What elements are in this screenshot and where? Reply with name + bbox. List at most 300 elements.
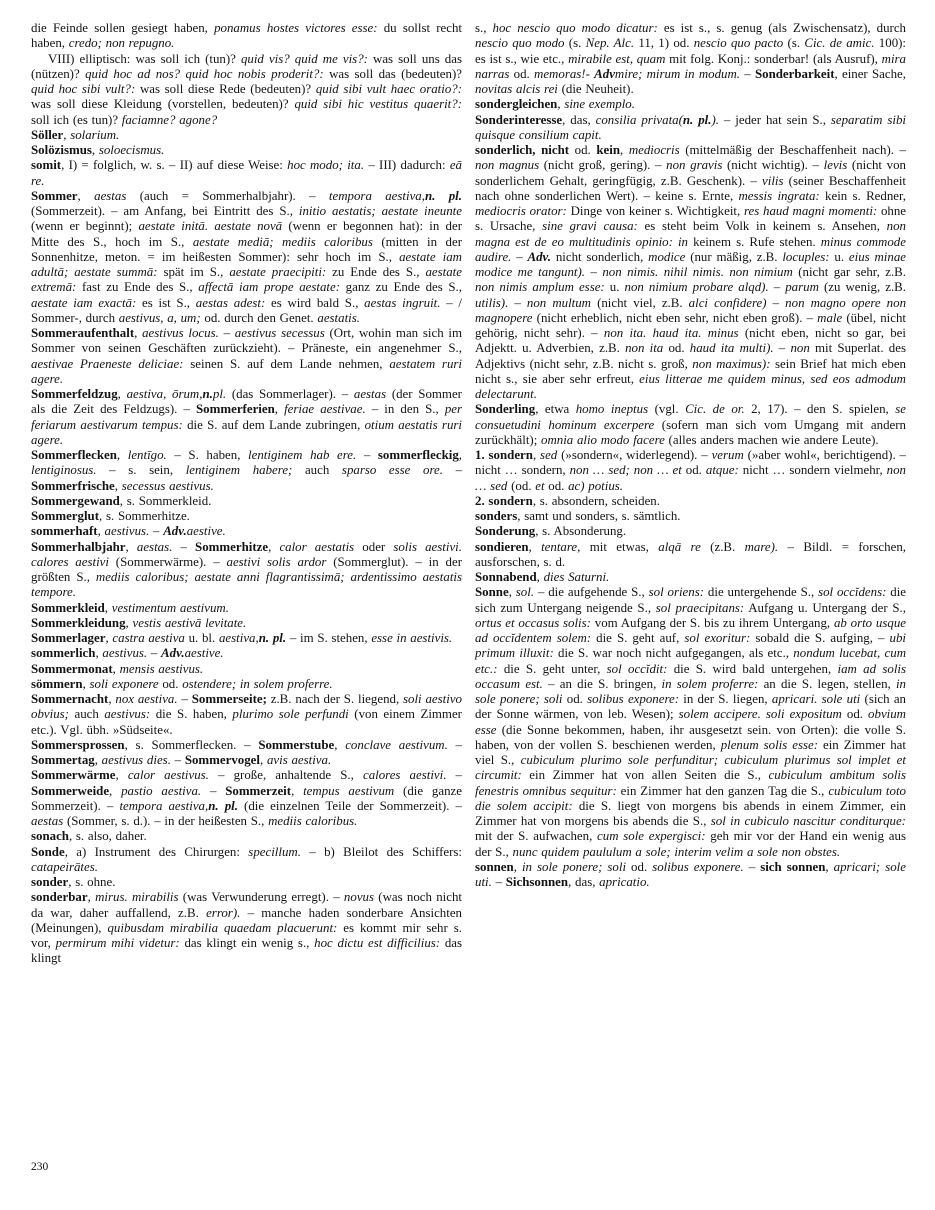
text-segment: secessus aestivus. [121, 478, 214, 493]
text-segment: od. [562, 692, 588, 706]
text-segment: calor aestatis [279, 539, 355, 554]
text-segment: Sommervogel [184, 753, 260, 767]
text-segment: , [532, 448, 541, 462]
text-segment: sonderlich, nicht [475, 143, 570, 157]
text-segment: , samt und sonders, s. sämtlich. [517, 509, 681, 523]
text-segment: z.B. nach der S. liegend, [266, 692, 404, 706]
text-segment: (mittelmäßig der Beschaffenheit nach). – [679, 143, 906, 157]
dictionary-entry [31, 326, 462, 387]
text-segment: ein Zimmer hat viel S., [475, 737, 906, 767]
text-segment: Sommertag [31, 753, 95, 767]
dictionary-entry [475, 402, 906, 448]
text-segment: , s. absondern, scheiden. [532, 493, 660, 508]
text-segment: haud ita multi). [689, 341, 774, 356]
text-segment: – im S. stehen, [286, 631, 372, 645]
text-segment: , [528, 539, 542, 554]
text-segment: aestate extremā: [31, 265, 462, 295]
text-segment: , das, [562, 112, 596, 127]
text-segment: Sommerwärme [31, 768, 116, 783]
text-segment: Sommerglut [31, 509, 100, 523]
text-segment: quid sibi hic vestitus quaerit?: [294, 97, 462, 112]
text-segment: (wenn er begonnen hat): in der Mitte des S., hoch im S., [31, 219, 463, 249]
text-segment: ponamus hostes victores esse: [214, 21, 378, 35]
text-segment: lentiginosus. [31, 463, 97, 478]
text-segment: tempora aestiva, [328, 188, 425, 203]
text-segment: locuples: [782, 249, 830, 264]
text-segment: , [112, 661, 120, 676]
text-segment: , [114, 478, 122, 493]
dictionary-entry [31, 143, 462, 158]
text-segment: quid hoc sibi vult?: [31, 82, 136, 96]
text-segment: sonder [31, 875, 69, 889]
text-segment: hoc dictu est difficilius: [314, 936, 441, 950]
text-segment: in sole ponere; soli [521, 859, 627, 874]
text-segment: (Sommerzeit). – am Anfang, bei Eintritt des S., [31, 204, 299, 218]
text-segment: sömmern [31, 676, 83, 691]
text-segment: nox aestiva. [115, 692, 178, 706]
text-segment: , [508, 585, 516, 600]
text-segment: – [768, 280, 786, 295]
text-segment: aestate praecipiti: [229, 265, 327, 279]
text-segment: – [508, 295, 527, 310]
text-segment: sonnen [475, 859, 514, 874]
text-segment: od. [158, 676, 183, 691]
text-segment: non nimis amplum esse: [475, 280, 605, 295]
text-segment: die S. auf dem Lande zubringen, [182, 417, 365, 432]
text-segment: Sommernacht [31, 692, 109, 706]
text-segment: ganz zu Ende des S., [340, 280, 463, 295]
text-segment: Sommerzeit [225, 783, 292, 798]
text-segment: Sommergewand [31, 493, 120, 508]
text-segment: aestas adest: [195, 295, 266, 310]
text-segment: Sommerkleid [31, 600, 105, 615]
text-segment: – [511, 249, 528, 264]
text-segment: vilis [762, 173, 784, 188]
text-segment: mediis caloribus. [268, 814, 358, 828]
text-segment: (z.B. [700, 539, 745, 554]
text-segment: od. [569, 143, 597, 157]
text-segment: (od. [507, 478, 536, 493]
text-segment: od. [544, 478, 569, 493]
text-segment: (nicht erheblich, nicht eben sehr, nicht eben groß). – [532, 310, 818, 325]
text-segment: aestate iam exactā: [31, 295, 137, 310]
text-segment: – [740, 66, 755, 81]
text-segment: – [172, 539, 196, 554]
text-segment: – in den S., [365, 402, 445, 417]
text-segment: nunc quidem paululum a sole; interim velim a sole non obstes. [512, 844, 841, 859]
text-segment: ab orto usque ad occĭdentem solem: [475, 615, 906, 645]
text-segment: separatim sibi quisque consilium capit. [475, 112, 906, 142]
text-segment: , s. Absonderung. [535, 524, 627, 539]
text-segment: mirabile est, quam [568, 51, 666, 66]
text-segment: Adv [594, 66, 615, 81]
dictionary-entry [475, 97, 906, 112]
text-segment: solarium. [70, 127, 120, 142]
text-segment: novus [343, 890, 374, 905]
text-segment: , [104, 600, 112, 615]
text-segment: , [260, 753, 267, 767]
text-segment: – [177, 692, 192, 706]
text-segment: soll ich (es tun)? [31, 112, 122, 127]
text-segment: nescio quo pacto [693, 36, 784, 51]
text-segment: – / Sommer-, durch [31, 295, 462, 325]
text-segment: novitas alcis rei [475, 82, 558, 96]
text-segment: , [77, 188, 95, 203]
text-segment: sed [540, 448, 558, 462]
dictionary-entry [475, 585, 906, 860]
text-segment: catapeirātes. [31, 859, 98, 874]
text-segment: Sommerseite; [191, 692, 267, 706]
text-segment: aestate iam adultā; aestate summā: [31, 249, 462, 279]
text-segment: , s. Sommerflecken. – [124, 737, 259, 752]
dictionary-entry [475, 143, 906, 402]
text-segment: (die Sonne bekommen, haben, ihr ausgesetzt sein. von Orten): die volle S. haben, von der vollen S. beschienen werden, [475, 722, 906, 752]
dictionary-entry [31, 448, 462, 494]
text-segment: es ist s., s. genug (als Zwischensatz), durch [657, 21, 907, 35]
text-segment: in solem proferre: [661, 676, 759, 691]
text-segment: iam ad solis occasum est. [475, 661, 906, 691]
text-segment: auch [292, 463, 342, 478]
text-segment: ein Zimmer hat den ganzen Tag die S., [616, 783, 829, 798]
text-segment: aestate mediā; mediis caloribus [192, 234, 373, 249]
text-segment: aestive. [184, 646, 224, 661]
text-segment: messis ingrata: [738, 188, 820, 203]
text-segment: auch [68, 707, 105, 722]
dictionary-entry [31, 387, 462, 448]
text-segment: , [458, 448, 463, 462]
text-segment: , [536, 570, 544, 584]
text-segment: mira narras [475, 51, 906, 81]
text-segment: nicht … sondern vielmehr, [738, 463, 887, 478]
text-segment: sommerlich [31, 646, 96, 661]
text-segment: Sommerflecken [31, 448, 117, 462]
text-segment: , [274, 402, 285, 417]
dictionary-entry [475, 860, 906, 891]
text-segment: sonders [475, 509, 518, 523]
text-segment: (nicht groß, gering). – [539, 158, 667, 173]
text-segment: non magnus [475, 158, 540, 173]
text-segment: pastio aestiva. [121, 783, 202, 798]
text-segment: Sommerfeldzug [31, 387, 118, 401]
text-segment: , [82, 676, 90, 691]
text-segment: mediocris orator: [475, 204, 567, 218]
text-segment: non gravis [666, 158, 723, 173]
text-segment: sonach [31, 829, 69, 844]
text-segment: die S. geht auf, [591, 631, 685, 645]
text-segment: od. [841, 707, 869, 722]
dictionary-entry [31, 692, 462, 738]
text-segment: 1. sondern [475, 448, 533, 462]
text-segment: Sommerhalbjahr [31, 539, 126, 554]
text-segment: sondergleichen [475, 97, 558, 112]
text-segment: Sommerlager [31, 631, 106, 645]
text-segment: dies Saturni. [543, 570, 610, 584]
text-segment: , s. ohne. [68, 875, 116, 889]
text-segment: was soll das (bedeuten)? [323, 66, 462, 81]
dictionary-entry [475, 113, 906, 144]
text-segment: das klingt ein wenig s., [179, 936, 315, 950]
text-segment: Sommermonat [31, 661, 113, 676]
dictionary-entry [475, 509, 906, 524]
text-segment: , [513, 859, 522, 874]
text-segment: utilis). [475, 295, 509, 310]
left-column [31, 21, 462, 967]
text-segment: die S. liegt von morgens bis abends in einem Zimmer, ein Zimmer hat von morgens bis abends die S., [475, 798, 906, 828]
right-column [475, 21, 906, 890]
text-segment: aestas. [136, 539, 173, 554]
text-segment: – [447, 737, 463, 752]
text-segment: conclave aestivum. [345, 737, 448, 752]
text-segment: eius minae modice me tangunt). [475, 249, 906, 279]
text-segment: apricatio. [599, 875, 650, 889]
text-segment: eius litterae me quidem minus, sed eos admodum delectarunt. [475, 371, 906, 401]
text-segment: non maximus): [692, 356, 771, 371]
text-segment: consilia privata( [595, 112, 683, 127]
text-segment: 2, 17). – den S. spielen, [744, 402, 896, 417]
text-segment: , [108, 692, 116, 706]
text-segment: (zu wenig, z.B. [818, 280, 907, 295]
text-segment: (nicht eben, nicht so gar, bei Adjektt. u. Adverbien, z.B. [475, 326, 906, 356]
dictionary-entry [475, 21, 906, 97]
text-segment: aestas ingruit. [364, 295, 441, 310]
dictionary-entry [475, 540, 906, 571]
text-segment: Sommerhitze [195, 539, 269, 554]
text-segment: – [773, 341, 791, 356]
text-segment: – [442, 463, 463, 478]
text-segment: pl. [212, 387, 227, 401]
text-segment: mit etwas, [580, 539, 659, 554]
text-segment: n. [202, 387, 213, 401]
text-segment: – jeder hat sein S., [718, 112, 831, 127]
text-segment: Dinge von keiner s. Wichtigkeit, [566, 204, 744, 218]
text-segment: sol oriens: [648, 585, 705, 600]
dictionary-entry [31, 509, 462, 524]
dictionary-entry [31, 189, 462, 326]
text-segment: sobald die S. aufging, – [750, 631, 890, 645]
text-segment: u. [604, 280, 625, 295]
text-segment: mit Superlat. des Adjektivs (nicht sehr, z.B. nicht s. groß, [475, 341, 906, 371]
text-segment: seinen S. auf dem Lande nehmen, [183, 356, 390, 371]
text-segment: eā re. [31, 158, 462, 188]
text-segment: verum [711, 448, 744, 462]
text-segment: , [109, 783, 122, 798]
text-segment: Sommeraufenthalt [31, 326, 135, 340]
text-segment: Cic. de amic. [804, 36, 875, 51]
text-segment: , einer Sache, [834, 66, 906, 81]
text-segment: aestatem ruri agere. [31, 356, 462, 386]
text-segment: somit [31, 158, 62, 173]
text-segment: Sonderbarkeit [754, 66, 835, 81]
text-segment: – III) dadurch: [364, 158, 450, 173]
text-segment: quid hoc ad nos? quid hoc nobis proderit?: [85, 66, 324, 81]
text-segment: aestatis. [317, 310, 360, 325]
text-segment: (sofern man sich vom Umgang mit andern zurückhält); [475, 417, 906, 447]
text-segment: non magna est de eo multitudinis opinio: in [475, 219, 906, 249]
text-segment: was soll uns das (nützen)? [31, 51, 462, 81]
text-segment: non nimium probare alqd). [624, 280, 769, 295]
text-segment: soloecismus. [98, 143, 165, 157]
text-segment: das klingt [31, 936, 463, 966]
text-segment: oder [354, 539, 394, 554]
text-segment: sol exoritur: [684, 631, 751, 645]
text-segment: credo; non repugno. [68, 36, 175, 51]
text-segment: , [291, 783, 304, 798]
text-segment: sine exemplo. [564, 97, 635, 112]
text-segment: , I) = folglich, w. s. – II) auf diese Weise: [61, 158, 288, 173]
text-segment: apricari. sole uti [771, 692, 861, 706]
text-segment: non … sed; non … et [569, 463, 682, 478]
dictionary-entry [31, 662, 462, 677]
text-segment: sondieren [475, 539, 529, 554]
text-segment: Nep. Alc. [585, 36, 635, 51]
text-segment: nicht sonderlich, [551, 249, 649, 264]
text-segment: (alles anders machen wie andere Leute). [664, 432, 879, 447]
text-segment: sol occĭdit: [606, 661, 668, 676]
text-segment: calor aestivus. [127, 768, 209, 783]
text-segment: (nur mäßig, z.B. [685, 249, 783, 264]
text-segment: (Ort, wohin man sich im Sommer von seinen Geschäften zurückzieht). – Präneste, ein angenehmer S., [31, 326, 463, 356]
text-segment: od. [509, 66, 535, 81]
text-segment: memoras!- [534, 66, 590, 81]
text-segment: specillum. [248, 844, 301, 859]
text-segment: – [743, 859, 761, 874]
dictionary-entry [31, 738, 462, 769]
text-segment: ein Zimmer hat von allen Seiten die S., [521, 768, 769, 783]
text-segment: , [134, 326, 143, 340]
text-segment: ostendere; in solem proferre. [182, 676, 333, 691]
text-segment: Solözismus [31, 143, 92, 157]
text-segment: omnia alio modo facere [541, 432, 665, 447]
text-segment: – Bildl. = forschen, ausforschen, s. d. [475, 539, 906, 569]
text-segment: die S. wird bald untergehen, [667, 661, 838, 676]
text-segment: aestivus secessus [234, 326, 325, 340]
text-segment: cubiculum plurimo sole perfunditur; cubiculum plurimus sol implet et circumit: [475, 753, 906, 783]
text-segment: – [218, 326, 235, 340]
text-segment: homo ineptus [575, 402, 649, 417]
text-segment: , s. Sommerkleid. [119, 493, 212, 508]
text-segment: Adv. [163, 524, 187, 539]
text-segment: castra aestiva [112, 631, 185, 645]
text-segment: in der S. liegen, [679, 692, 772, 706]
text-segment: Sommerstube [258, 737, 335, 752]
text-segment: (nicht viel, z.B. [591, 295, 689, 310]
text-segment: otium aestatis ruri agere. [31, 417, 462, 447]
text-segment: n. pl. [208, 798, 238, 813]
text-segment: – [149, 524, 164, 539]
text-segment: , [87, 890, 96, 905]
dictionary-entry [31, 875, 462, 890]
dictionary-entry [31, 631, 462, 646]
text-segment: Adv. [161, 646, 185, 661]
text-segment: soli aestivo obvius; [31, 692, 462, 722]
text-segment: (was Verwunderung erregt). – [178, 890, 344, 905]
text-segment: (sich an der Sonne wärmen, von leb. Wesen); [475, 692, 907, 722]
text-segment: – [446, 768, 462, 783]
text-segment: (was noch nicht da war, daher auffallend, z.B. [31, 890, 462, 920]
text-segment: sommerhaft [31, 524, 98, 539]
text-segment: alqā re [658, 539, 701, 554]
text-segment: per feriarum aestivarum tempus: [31, 402, 462, 432]
text-segment: non ita [625, 341, 664, 356]
text-segment: Aufgang u. Untergang der S., [744, 600, 906, 615]
text-segment: tempora aestiva, [119, 798, 209, 813]
text-segment: u. bl. [184, 631, 219, 645]
text-segment: non … sed [475, 463, 906, 493]
text-segment: , [125, 615, 133, 630]
text-segment: (die ganze Sommerzeit). – [31, 783, 462, 813]
text-segment: ohne s. Ursache, [475, 204, 907, 234]
text-segment: 100): es ist s., wie etc., [475, 36, 907, 66]
text-segment: aestivus. [102, 646, 148, 661]
text-segment: initio aestatis; aestate ineunte [298, 204, 462, 218]
text-segment: male [817, 310, 843, 325]
text-segment: aestas [353, 387, 387, 401]
text-segment: od. durch den Genet. [200, 310, 318, 325]
text-segment: (Sommerwärme). – [108, 554, 227, 569]
text-segment: es kommt mir sehr s. vor, [31, 920, 462, 950]
text-segment: zu Ende des S., [326, 265, 426, 279]
text-segment: (»aber wohl«, berichtigend). – nicht … sondern, [475, 448, 907, 478]
text-segment: was soll diese Rede (bedeuten)? [135, 82, 316, 96]
text-segment: aestate initā. aestate novā [138, 219, 283, 234]
text-segment: Sonnabend [475, 570, 537, 584]
text-segment: solis aestivi. calores aestivi [31, 539, 462, 569]
text-segment: es wird bald S., [265, 295, 365, 310]
text-segment: du sollst recht haben, [31, 21, 462, 51]
dictionary-entry [31, 646, 462, 661]
text-segment: permirum mihi videtur: [55, 936, 180, 950]
text-segment: mediis caloribus; aestate anni flagrantissimā; ardentissimo aestatis tempore. [31, 570, 463, 600]
text-segment: esse in aestivis. [371, 631, 453, 645]
text-segment: (von einem Zimmer etc.). Vgl. übh. »Südseite«. [31, 707, 462, 737]
text-segment: aestivae Praeneste deliciae: [31, 356, 184, 371]
text-segment: aestivus, a, um; [118, 310, 201, 325]
text-segment: se consuetudini hominum excerpere [475, 402, 906, 432]
text-segment: error). [206, 905, 241, 920]
text-segment: die S. haben, [150, 707, 233, 722]
text-segment: minus commode audire. [475, 234, 906, 264]
text-segment: hoc nescio quo modo dicatur: [492, 21, 658, 35]
text-segment: (die einzelnen Teile der Sommerzeit). – [237, 798, 462, 813]
text-segment: tentare, [541, 539, 581, 554]
text-segment: , [117, 387, 127, 401]
text-segment: was soll diese Kleidung (vorstellen, bedeuten)? [31, 97, 295, 112]
dictionary-entry [31, 128, 462, 143]
text-segment: aestive. [186, 524, 226, 539]
text-segment: , [63, 127, 71, 142]
text-segment: – s. sein, [96, 463, 186, 478]
text-segment: , [125, 539, 137, 554]
text-segment: – an die S. bringen, [542, 676, 662, 691]
text-segment: die sich zum Untergang neigende S., [475, 585, 907, 615]
text-segment: solibus exponere. [652, 859, 744, 874]
text-segment: Söller [31, 127, 64, 142]
text-segment: aestivus: [104, 707, 151, 722]
text-segment: sonderbar [31, 890, 88, 905]
dictionary-entry [31, 890, 462, 966]
text-segment: quid vis? quid me vis?: [240, 51, 368, 66]
text-segment: sparso esse ore. [341, 463, 443, 478]
text-segment: Cic. de or. [685, 402, 745, 417]
text-segment: Sichsonnen [505, 875, 569, 889]
text-segment: aestiva, ōrum, [126, 387, 203, 401]
text-segment: (s. [564, 36, 586, 51]
dictionary-entry [475, 448, 906, 494]
text-segment: calores aestivi. [362, 768, 447, 783]
text-segment: – S. haben, [166, 448, 249, 462]
text-segment: , [557, 97, 565, 112]
text-segment: plurimo sole perfundi [232, 707, 349, 722]
